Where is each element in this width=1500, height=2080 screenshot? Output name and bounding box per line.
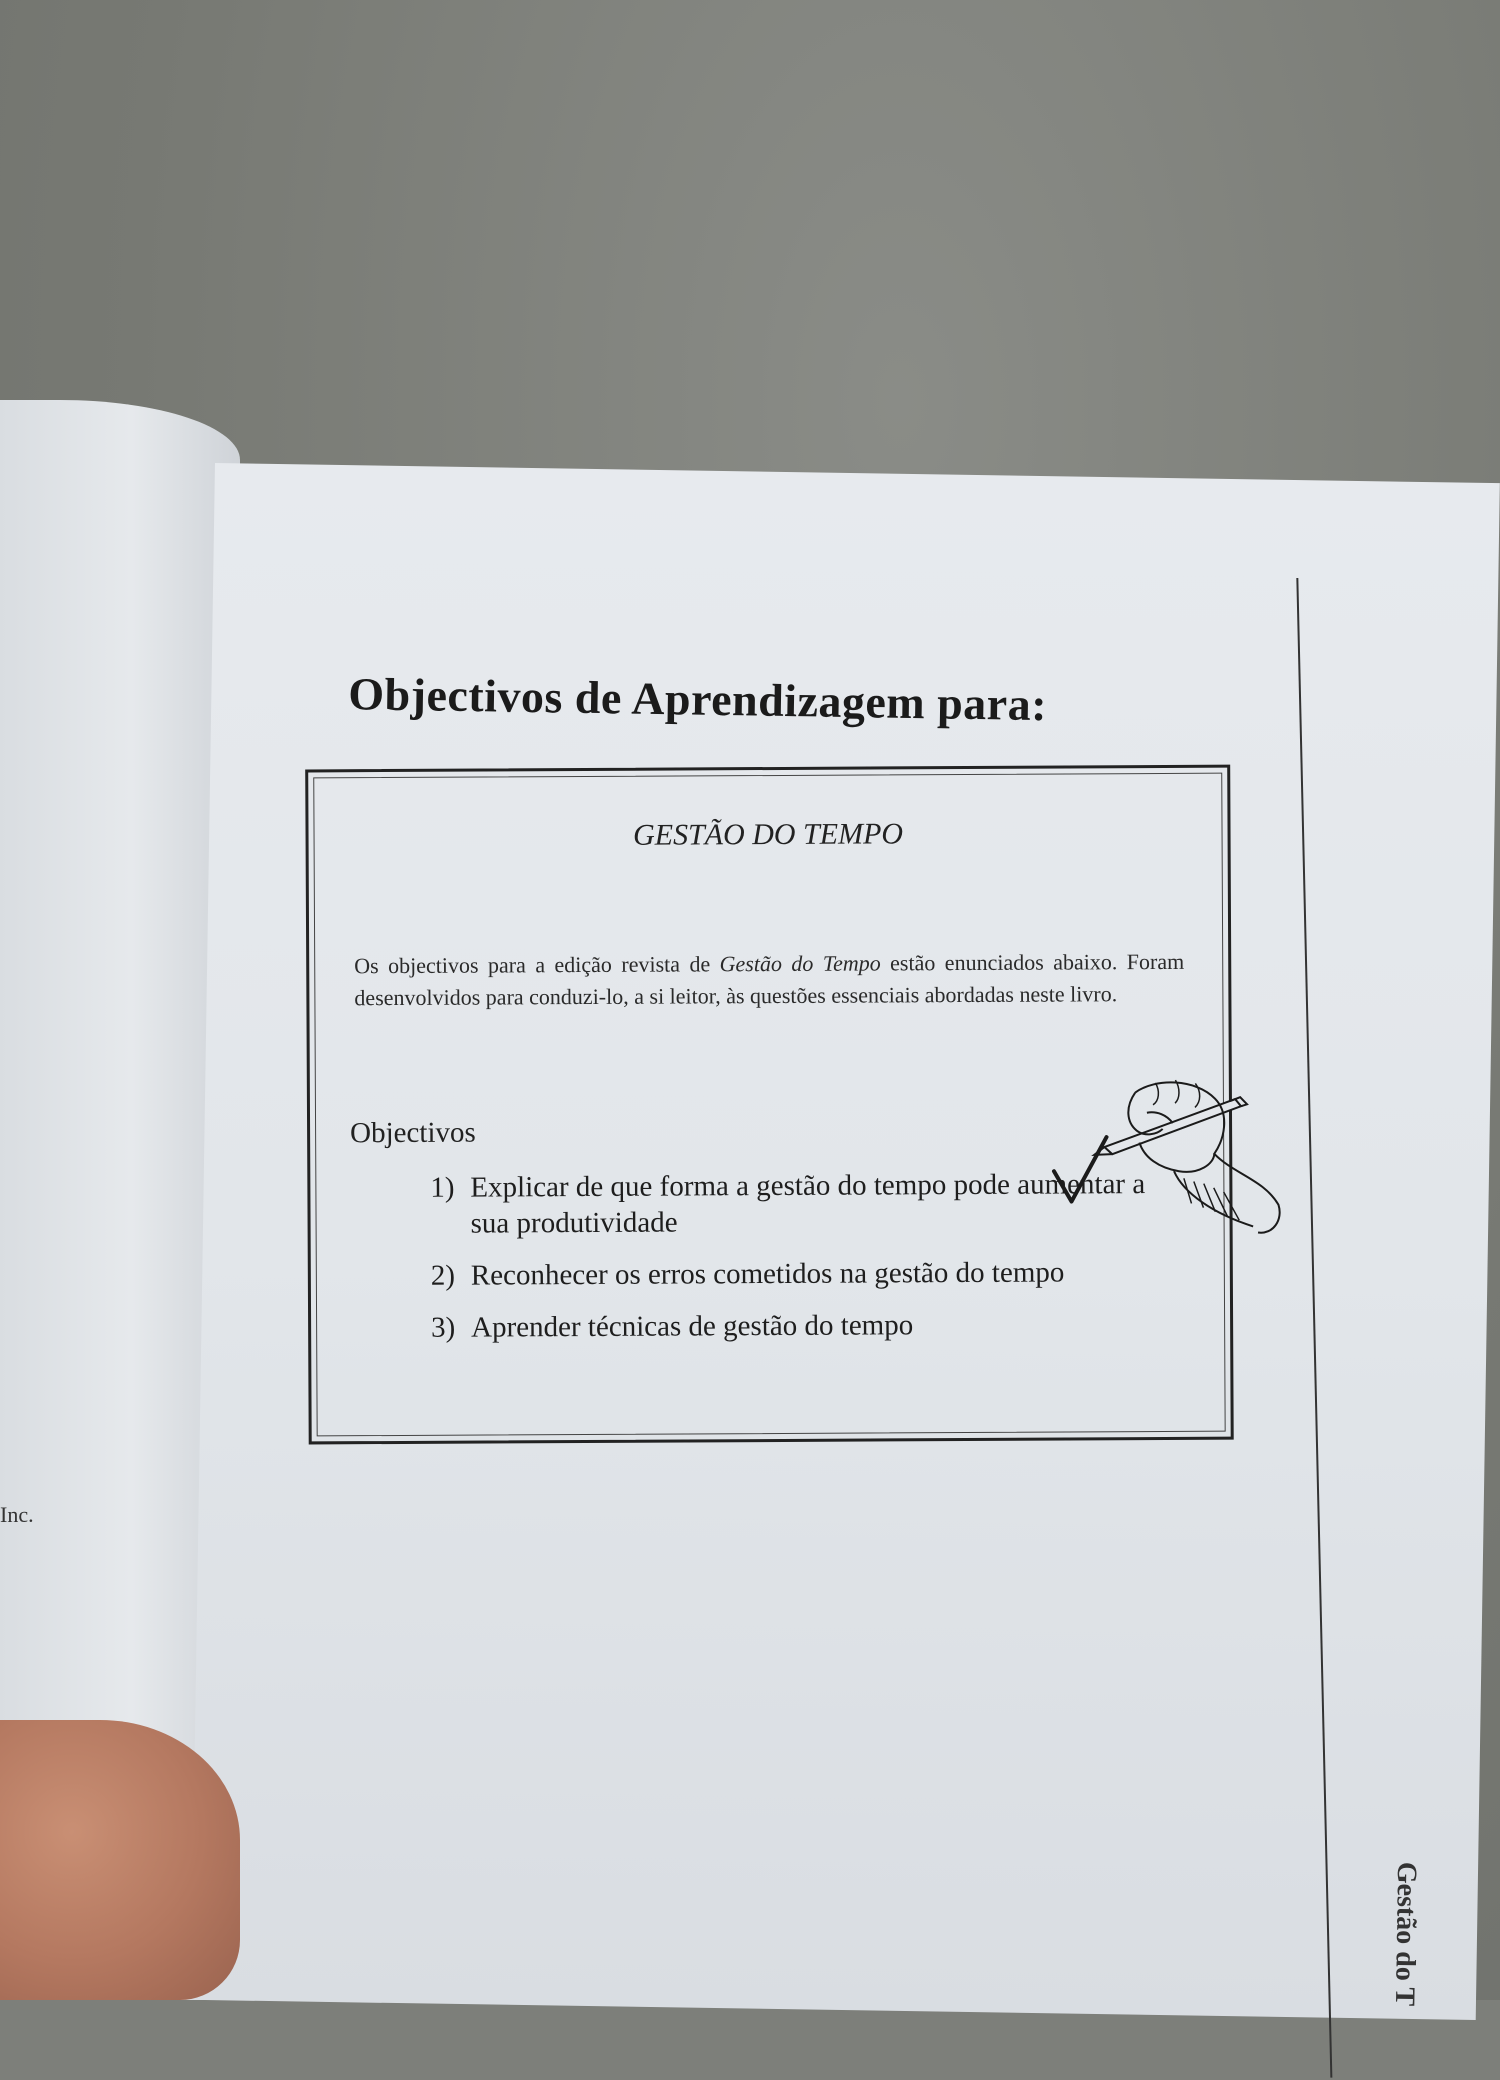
checkmark-icon <box>1054 1136 1107 1202</box>
hand-holding-pencil-illustration <box>1093 1079 1282 1233</box>
list-item <box>431 1306 1191 1346</box>
hand-writing-check-illustration <box>1033 1051 1296 1255</box>
left-page-text-fragment: Inc. <box>0 1502 34 1527</box>
book-page <box>191 463 1500 2020</box>
list-item-number: 1) <box>430 1171 455 1204</box>
list-item-text: Aprender técnicas de gestão do tempo <box>471 1309 914 1344</box>
running-footer: Gestão do T <box>1388 1861 1423 2007</box>
intro-book-title: Gestão do Tempo <box>719 950 881 977</box>
page-title: Objectivos de Aprendizagem para: <box>347 668 1048 731</box>
intro-paragraph <box>354 946 1184 1014</box>
box-title: GESTÃO DO TEMPO <box>632 817 904 852</box>
margin-rule <box>1296 578 1332 2078</box>
intro-text-end: estão enunciados abaixo. Foram desenvolvidos para conduzi-lo, a si leitor, às questões essenciais abordadas neste livro. <box>354 948 1185 1011</box>
reader-thumb <box>0 1720 240 2000</box>
list-item-number: 3) <box>431 1311 456 1344</box>
intro-text-start: Os objectivos para a edição revista de <box>354 951 720 979</box>
list-item <box>431 1254 1191 1294</box>
list-item-text: Explicar de que forma a gestão do tempo pode aumentar a sua produtividade <box>470 1168 1146 1240</box>
list-item-text: Reconhecer os erros cometidos na gestão do tempo <box>470 1256 1065 1292</box>
objectives-heading: Objectivos <box>350 1116 476 1150</box>
list-item-number: 2) <box>430 1259 456 1292</box>
